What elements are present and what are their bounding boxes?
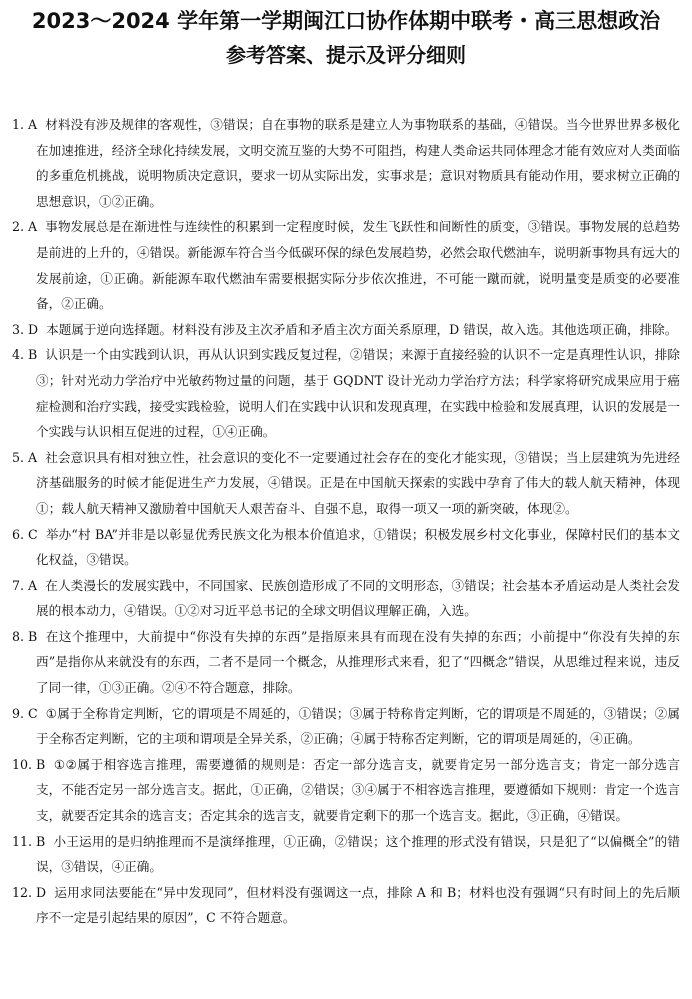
answer-choice: A (28, 219, 38, 235)
answer-explanation: 在人类漫长的发展实践中，不同国家、民族创造形成了不同的文明形态，③错误；社会基本矛盾运动是人类社会发展的根本动力，④错误。①②对习近平总书记的全球文明倡议理解正确，入选。 (36, 577, 680, 619)
answer-item-2: 2. A 事物发展总是在渐进性与连续性的积累到一定程度时候，发生飞跃性和间断性的质变，③错误。事物发展的总趋势是前进的上升的，④错误。新能源车符合当今低碳环保的绿色发展趋势，必然会取代燃油车，说明新事物具有远大的发展前途，①正确。新能源车取代燃油车需要根据实际分步依次推进，不可能一蹴而就，说明量变是质变的必要准备，②正确。 (12, 219, 680, 312)
document-title: 2023～2024 学年第一学期闽江口协作体期中联考・高三思想政治 (31, 9, 661, 33)
answer-explanation: 在这个推理中，大前提中“你没有失掉的东西”是指原来具有而现在没有失掉的东西；小前提中“你没有失掉的东西”是指你从来就没有的东西，二者不是同一个概念，从推理形式来看，犯了“四概念”错误，从思维过程来说，违反了同一律，①③正确。②④不符合题意，排除。 (36, 628, 680, 696)
answer-choice: A (28, 577, 38, 593)
answer-explanation: ①②属于相容选言推理，需要遵循的规则是：否定一部分选言支，就要肯定另一部分选言支；肯定一部分选言支，不能否定另一部分选言支。据此，①正确，②错误；③④属于不相容选言推理，要遵循如下规则：肯定一个选言支，就要否定其余的选言支；否定其余的选言支，就要肯定剩下的那一个选言支。据此，③正确，④错误。 (36, 756, 680, 824)
answer-choice: B (36, 756, 46, 772)
answer-item-11: 11. B 小王运用的是归纳推理而不是演绎推理，①正确，②错误；这个推理的形式没有错误，只是犯了“以偏概全”的错误，③错误，④正确。 (12, 833, 680, 875)
answer-explanation: 举办“村 BA”并非是以彰显优秀民族文化为根本价值追求，①错误；积极发展乡村文化事业，保障村民们的基本文化权益，③错误。 (36, 526, 680, 568)
answer-item-7: 7. A 在人类漫长的发展实践中，不同国家、民族创造形成了不同的文明形态，③错误；社会基本矛盾运动是人类社会发展的根本动力，④错误。①②对习近平总书记的全球文明倡议理解正确，入选。 (12, 577, 680, 619)
answer-item-12: 12. D 运用求同法要能在“异中发现同”，但材料没有强调这一点，排除 A 和 B；材料也没有强调“只有时间上的先后顺序不一定是引起结果的原因”，C 不符合题意。 (12, 884, 680, 926)
answer-explanation: 社会意识具有相对独立性，社会意识的变化不一定要通过社会存在的变化才能实现，③错误；当上层建筑为先进经济基础服务的时候才能促进生产力发展，④错误。正是在中国航天探索的实践中孕育了伟大的载人航天精神，体现①；载人航天精神又激励着中国航天人艰苦奋斗、自强不息，取得一项又一项的新突破，体现②。 (36, 449, 680, 516)
answer-item-3: 3. D 本题属于逆向选择题。材料没有涉及主次矛盾和矛盾主次方面关系原理，D 错误，故入选。其他选项正确，排除。 (12, 321, 678, 337)
answer-item-5: 5. A 社会意识具有相对独立性，社会意识的变化不一定要通过社会存在的变化才能实现，③错误；当上层建筑为先进经济基础服务的时候才能促进生产力发展，④错误。正是在中国航天探索的实践中孕育了伟大的载人航天精神，体现①；载人航天精神又激励着中国航天人艰苦奋斗、自强不息，取得一项又一项的新突破，体现②。 (12, 449, 680, 516)
answer-choice: A (28, 449, 38, 465)
answer-explanation: 小王运用的是归纳推理而不是演绎推理，①正确，②错误；这个推理的形式没有错误，只是犯了“以偏概全”的错误，③错误，④正确。 (36, 833, 680, 875)
answer-explanation: 认识是一个由实践到认识，再从认识到实践反复过程，②错误；来源于直接经验的认识不一定是真理性认识，排除③；针对光动力学治疗中光敏药物过量的问题，基于 GQDNT 设计光动力学治疗方法；科学家将研究成果应用于癌症检测和治疗实践，接受实践检验，说明人们在实践中认识和发现真理，在实践中检验和发展真理，认识的发展是一个实践与认识相互促进的过程，①④正确。 (36, 347, 680, 440)
answer-choice: D (28, 321, 39, 337)
answer-choice: B (36, 833, 46, 849)
answer-choice: B (28, 628, 38, 644)
answer-item-6: 6. C 举办“村 BA”并非是以彰显优秀民族文化为根本价值追求，①错误；积极发展乡村文化事业，保障村民们的基本文化权益，③错误。 (12, 526, 680, 568)
document-subtitle: 参考答案、提示及评分细则 (226, 43, 466, 67)
answer-explanation: 本题属于逆向选择题。材料没有涉及主次矛盾和矛盾主次方面关系原理，D 错误，故入选。其他选项正确，排除。 (46, 321, 678, 337)
answer-item-4: 4. B 认识是一个由实践到认识，再从认识到实践反复过程，②错误；来源于直接经验的认识不一定是真理性认识，排除③；针对光动力学治疗中光敏药物过量的问题，基于 GQDNT 设计光动力学治疗方法；科学家将研究成果应用于癌症检测和治疗实践，接受实践检验，说明人们在实践中认识和发现真理，在实践中检验和发展真理，认识的发展是一个实践与认识相互促进的过程，①④正确。 (12, 347, 680, 440)
answer-explanation: 事物发展总是在渐进性与连续性的积累到一定程度时候，发生飞跃性和间断性的质变，③错误。事物发展的总趋势是前进的上升的，④错误。新能源车符合当今低碳环保的绿色发展趋势，必然会取代燃油车，说明新事物具有远大的发展前途，①正确。新能源车取代燃油车需要根据实际分步依次推进，不可能一蹴而就，说明量变是质变的必要准备，②正确。 (36, 219, 680, 312)
answer-list (12, 112, 680, 931)
answer-item-8: 8. B 在这个推理中，大前提中“你没有失掉的东西”是指原来具有而现在没有失掉的东西；小前提中“你没有失掉的东西”是指你从来就没有的东西，二者不是同一个概念，从推理形式来看，犯了“四概念”错误，从思维过程来说，违反了同一律，①③正确。②④不符合题意，排除。 (12, 628, 680, 696)
answer-choice: D (36, 884, 47, 900)
answer-choice: C (28, 526, 38, 542)
answer-item-9: 9. C ①属于全称肯定判断，它的谓项是不周延的，①错误；③属于特称肯定判断，它的谓项是不周延的，③错误；②属于全称否定判断，它的主项和谓项是全异关系，②正确；④属于特称否定判断，它的谓项是周延的，④正确。 (12, 705, 680, 747)
answer-choice: C (28, 705, 38, 721)
answer-explanation: 运用求同法要能在“异中发现同”，但材料没有强调这一点，排除 A 和 B；材料也没有强调“只有时间上的先后顺序不一定是引起结果的原因”，C 不符合题意。 (36, 884, 680, 926)
answer-item-10: 10. B ①②属于相容选言推理，需要遵循的规则是：否定一部分选言支，就要肯定另一部分选言支；肯定一部分选言支，不能否定另一部分选言支。据此，①正确，②错误；③④属于不相容选言推理，要遵循如下规则：肯定一个选言支，就要否定其余的选言支；否定其余的选言支，就要肯定剩下的那一个选言支。据此，③正确，④错误。 (12, 756, 680, 824)
answer-choice: B (28, 347, 38, 363)
answer-explanation: 材料没有涉及规律的客观性，③错误；自在事物的联系是建立人为事物联系的基础，④错误。当今世界世界多极化在加速推进，经济全球化持续发展，文明交流互鉴的大势不可阻挡，构建人类命运共同体理念才能有效应对人类面临的多重危机挑战，说明物质决定意识，要求一切从实际出发，实事求是；意识对物质具有能动作用，要求树立正确的思想意识，①②正确。 (36, 117, 680, 209)
answer-choice: A (28, 117, 38, 132)
answer-item-1: 1. A 材料没有涉及规律的客观性，③错误；自在事物的联系是建立人为事物联系的基础，④错误。当今世界世界多极化在加速推进，经济全球化持续发展，文明交流互鉴的大势不可阻挡，构建人类命运共同体理念才能有效应对人类面临的多重危机挑战，说明物质决定意识，要求一切从实际出发，实事求是；意识对物质具有能动作用，要求树立正确的思想意识，①②正确。 (12, 117, 680, 209)
answer-explanation: ①属于全称肯定判断，它的谓项是不周延的，①错误；③属于特称肯定判断，它的谓项是不周延的，③错误；②属于全称否定判断，它的主项和谓项是全异关系，②正确；④属于特称否定判断，它的谓项是周延的，④正确。 (36, 705, 680, 747)
